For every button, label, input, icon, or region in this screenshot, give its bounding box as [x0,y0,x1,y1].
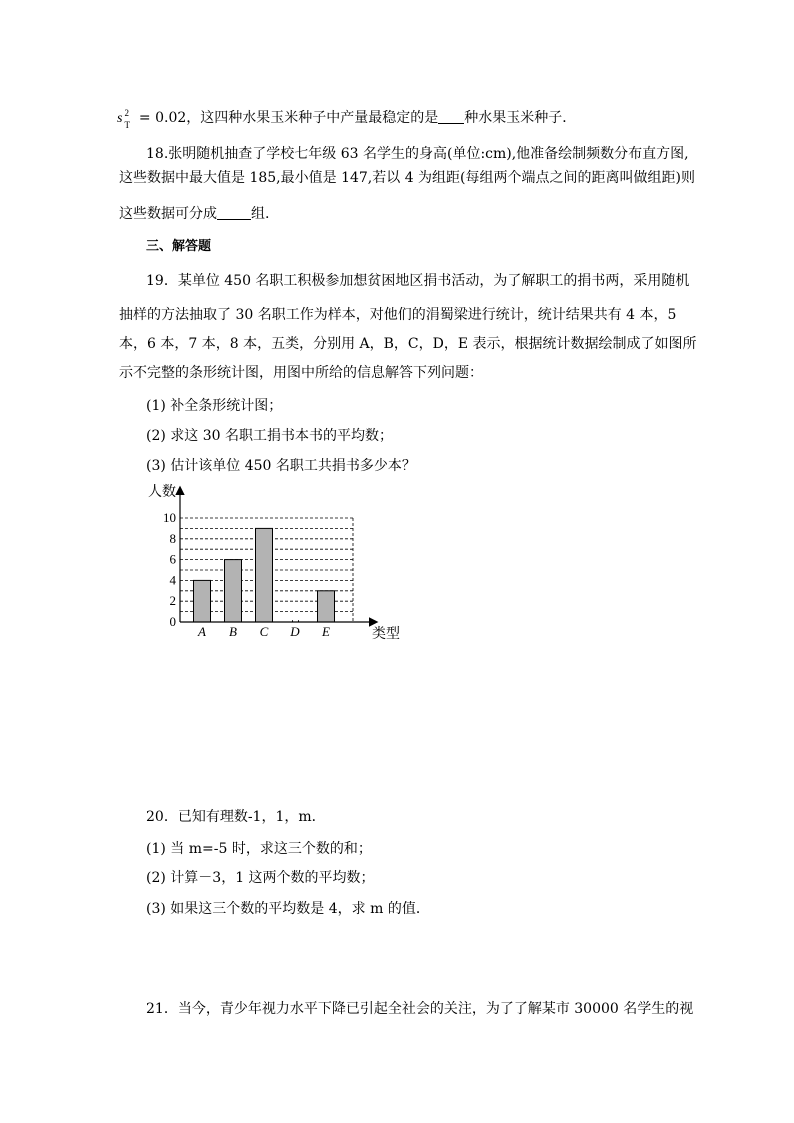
bar-B [225,560,242,622]
x-tick-label-D: D [290,624,300,639]
q19-line-1: 19．某单位 450 名职工积极参加想贫困地区捐书活动，为了解职工的捐书两，采用随机 [146,273,690,289]
q17-tail [117,108,576,129]
y-tick-label: 0 [169,614,176,629]
q18-line-1: 18.张明随机抽查了学校七年级 63 名学生的身高(单位:cm),他准备绘制频数分布直方图, [146,146,689,162]
answer-blank-q18[interactable] [217,205,251,220]
chart-bars [194,528,335,622]
bar-chart [140,480,430,645]
q21-line-1: 21．当今，青少年视力水平下降已引起全社会的关注，为了了解某市 30000 名学生的视 [146,1001,694,1017]
q19-line-2: 抽样的方法抽取了 30 名职工作为样本，对他们的涓蜀梁进行统计，统计结果共有 4 本，5 [119,307,677,323]
answer-blank-q17[interactable] [438,109,464,124]
q20-line-1: 20．已知有理数-1，1，m． [146,809,326,825]
x-axis-label: 类型 [372,627,400,642]
q19-line-3: 本，6 本，7 本，8 本，五类，分别用 A，B，C，D，E 表示，根据统计数据绘制成了如图所 [119,336,697,352]
y-tick-label: 2 [169,593,176,609]
y-axis-label: 人数 [148,485,176,500]
q20-sub-1: (1) 当 m=-5 时，求这三个数的和； [146,841,372,857]
q17-text: = 0.02，这四种水果玉米种子中产量最稳定的是 [134,110,439,126]
bar-A [194,580,211,622]
variance-symbol: s 2 T [117,108,130,130]
q17-text-end: 种水果玉米种子． [464,110,577,126]
q19-sub-1: (1) 补全条形统计图； [146,398,283,414]
x-tick-label-A: A [198,624,206,639]
q20-sub-2: (2) 计算－3，1 这两个数的平均数； [146,870,375,886]
section-heading: 三、解答题 [146,239,212,254]
x-tick-labels [197,624,330,639]
q20-sub-3: (3) 如果这三个数的平均数是 4，求 m 的值． [146,901,430,917]
x-tick-label-C: C [259,624,269,639]
q19-line-4: 示不完整的条形统计图，用图中所给的信息解答下列问题： [119,365,483,381]
y-tick-label: 10 [163,510,176,525]
y-tick-label: 4 [169,572,176,588]
x-tick-label-E: E [322,624,330,639]
bar-E [318,591,335,622]
q18-line-3: 这些数据可分成 组. [119,206,270,222]
y-tick-label: 6 [169,551,176,567]
y-tick-label: 8 [169,530,176,546]
y-tick-labels [163,510,177,629]
bar-C [256,528,273,622]
q18-line-2: 这些数据中最大值是 185,最小值是 147,若以 4 为组距(每组两个端点之间的距离叫做组距)则 [119,170,695,186]
q19-sub-3: (3) 估计该单位 450 名职工共捐书多少本？ [146,458,416,474]
x-tick-label-B: B [229,624,237,639]
q19-sub-2: (2) 求这 30 名职工捐书本书的平均数； [146,428,393,444]
